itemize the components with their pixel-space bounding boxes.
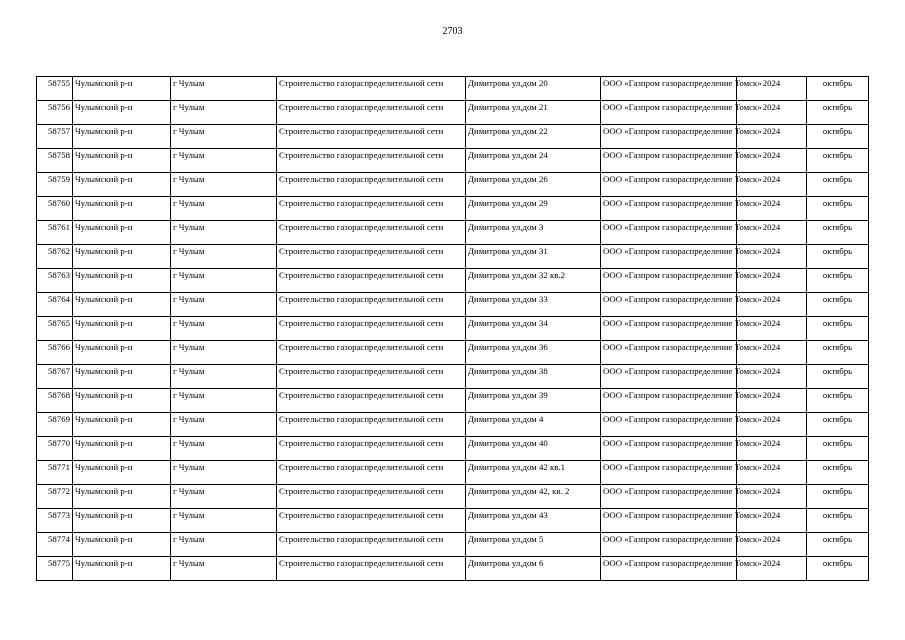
table-row [37, 101, 869, 125]
table-row [37, 173, 869, 197]
month-cell: октябрь [807, 317, 869, 341]
month-cell: октябрь [807, 101, 869, 125]
organization-cell: ООО «Газпром газораспределение Томск» [601, 389, 737, 413]
address-cell: Димитрова ул,дом 36 [466, 341, 601, 365]
address-cell: Димитрова ул,дом 26 [466, 173, 601, 197]
table-row [37, 485, 869, 509]
organization-cell: ООО «Газпром газораспределение Томск» [601, 125, 737, 149]
month-cell: октябрь [807, 509, 869, 533]
month-cell: октябрь [807, 485, 869, 509]
table-row [37, 221, 869, 245]
table-row [37, 413, 869, 437]
table-row [37, 149, 869, 173]
row-number-cell: 58772 [37, 485, 73, 509]
address-cell: Димитрова ул,дом 34 [466, 317, 601, 341]
row-number-cell: 58765 [37, 317, 73, 341]
row-number-cell: 58757 [37, 125, 73, 149]
year-cell: 2024 [737, 101, 807, 125]
district-cell: Чулымский р-н [73, 101, 171, 125]
year-cell: 2024 [737, 125, 807, 149]
work-type-cell: Строительство газораспределительной сети [277, 173, 466, 197]
settlement-cell: г Чулым [171, 461, 277, 485]
year-cell: 2024 [737, 341, 807, 365]
month-cell: октябрь [807, 413, 869, 437]
address-cell: Димитрова ул,дом 33 [466, 293, 601, 317]
work-type-cell: Строительство газораспределительной сети [277, 197, 466, 221]
table-body [37, 77, 869, 581]
table-row [37, 245, 869, 269]
work-type-cell: Строительство газораспределительной сети [277, 125, 466, 149]
district-cell: Чулымский р-н [73, 317, 171, 341]
month-cell: октябрь [807, 197, 869, 221]
district-cell: Чулымский р-н [73, 245, 171, 269]
district-cell: Чулымский р-н [73, 485, 171, 509]
district-cell: Чулымский р-н [73, 197, 171, 221]
month-cell: октябрь [807, 125, 869, 149]
work-type-cell: Строительство газораспределительной сети [277, 413, 466, 437]
address-cell: Димитрова ул,дом 6 [466, 557, 601, 581]
district-cell: Чулымский р-н [73, 125, 171, 149]
settlement-cell: г Чулым [171, 293, 277, 317]
month-cell: октябрь [807, 245, 869, 269]
settlement-cell: г Чулым [171, 269, 277, 293]
settlement-cell: г Чулым [171, 485, 277, 509]
district-cell: Чулымский р-н [73, 461, 171, 485]
work-type-cell: Строительство газораспределительной сети [277, 485, 466, 509]
table-row [37, 317, 869, 341]
organization-cell: ООО «Газпром газораспределение Томск» [601, 221, 737, 245]
settlement-cell: г Чулым [171, 413, 277, 437]
organization-cell: ООО «Газпром газораспределение Томск» [601, 293, 737, 317]
row-number-cell: 58758 [37, 149, 73, 173]
district-cell: Чулымский р-н [73, 221, 171, 245]
settlement-cell: г Чулым [171, 509, 277, 533]
organization-cell: ООО «Газпром газораспределение Томск» [601, 509, 737, 533]
work-type-cell: Строительство газораспределительной сети [277, 389, 466, 413]
table-row [37, 293, 869, 317]
row-number-cell: 58756 [37, 101, 73, 125]
address-cell: Димитрова ул,дом 24 [466, 149, 601, 173]
settlement-cell: г Чулым [171, 245, 277, 269]
organization-cell: ООО «Газпром газораспределение Томск» [601, 245, 737, 269]
row-number-cell: 58768 [37, 389, 73, 413]
month-cell: октябрь [807, 437, 869, 461]
month-cell: октябрь [807, 293, 869, 317]
work-type-cell: Строительство газораспределительной сети [277, 341, 466, 365]
work-type-cell: Строительство газораспределительной сети [277, 557, 466, 581]
month-cell: октябрь [807, 389, 869, 413]
row-number-cell: 58764 [37, 293, 73, 317]
address-cell: Димитрова ул,дом 42, кв. 2 [466, 485, 601, 509]
row-number-cell: 58766 [37, 341, 73, 365]
month-cell: октябрь [807, 77, 869, 101]
address-cell: Димитрова ул,дом 4 [466, 413, 601, 437]
row-number-cell: 58770 [37, 437, 73, 461]
organization-cell: ООО «Газпром газораспределение Томск» [601, 485, 737, 509]
row-number-cell: 58763 [37, 269, 73, 293]
address-cell: Димитрова ул,дом 38 [466, 365, 601, 389]
registry-table [36, 76, 869, 581]
work-type-cell: Строительство газораспределительной сети [277, 317, 466, 341]
district-cell: Чулымский р-н [73, 149, 171, 173]
year-cell: 2024 [737, 509, 807, 533]
address-cell: Димитрова ул,дом 29 [466, 197, 601, 221]
address-cell: Димитрова ул,дом 42 кв.1 [466, 461, 601, 485]
work-type-cell: Строительство газораспределительной сети [277, 245, 466, 269]
district-cell: Чулымский р-н [73, 341, 171, 365]
table-row [37, 77, 869, 101]
district-cell: Чулымский р-н [73, 77, 171, 101]
year-cell: 2024 [737, 245, 807, 269]
address-cell: Димитрова ул,дом 5 [466, 533, 601, 557]
district-cell: Чулымский р-н [73, 293, 171, 317]
year-cell: 2024 [737, 365, 807, 389]
work-type-cell: Строительство газораспределительной сети [277, 509, 466, 533]
year-cell: 2024 [737, 293, 807, 317]
address-cell: Димитрова ул,дом 32 кв.2 [466, 269, 601, 293]
year-cell: 2024 [737, 221, 807, 245]
table-row [37, 341, 869, 365]
settlement-cell: г Чулым [171, 197, 277, 221]
row-number-cell: 58761 [37, 221, 73, 245]
district-cell: Чулымский р-н [73, 365, 171, 389]
month-cell: октябрь [807, 149, 869, 173]
address-cell: Димитрова ул,дом 31 [466, 245, 601, 269]
district-cell: Чулымский р-н [73, 533, 171, 557]
organization-cell: ООО «Газпром газораспределение Томск» [601, 557, 737, 581]
month-cell: октябрь [807, 461, 869, 485]
month-cell: октябрь [807, 221, 869, 245]
organization-cell: ООО «Газпром газораспределение Томск» [601, 149, 737, 173]
address-cell: Димитрова ул,дом 40 [466, 437, 601, 461]
table-row [37, 461, 869, 485]
table-row [37, 365, 869, 389]
month-cell: октябрь [807, 365, 869, 389]
work-type-cell: Строительство газораспределительной сети [277, 221, 466, 245]
row-number-cell: 58769 [37, 413, 73, 437]
table-row [37, 557, 869, 581]
district-cell: Чулымский р-н [73, 557, 171, 581]
organization-cell: ООО «Газпром газораспределение Томск» [601, 269, 737, 293]
address-cell: Димитрова ул,дом 3 [466, 221, 601, 245]
organization-cell: ООО «Газпром газораспределение Томск» [601, 341, 737, 365]
work-type-cell: Строительство газораспределительной сети [277, 365, 466, 389]
row-number-cell: 58773 [37, 509, 73, 533]
organization-cell: ООО «Газпром газораспределение Томск» [601, 197, 737, 221]
address-cell: Димитрова ул,дом 43 [466, 509, 601, 533]
settlement-cell: г Чулым [171, 341, 277, 365]
year-cell: 2024 [737, 557, 807, 581]
table-row [37, 509, 869, 533]
row-number-cell: 58771 [37, 461, 73, 485]
settlement-cell: г Чулым [171, 77, 277, 101]
year-cell: 2024 [737, 485, 807, 509]
address-cell: Димитрова ул,дом 39 [466, 389, 601, 413]
year-cell: 2024 [737, 317, 807, 341]
organization-cell: ООО «Газпром газораспределение Томск» [601, 365, 737, 389]
work-type-cell: Строительство газораспределительной сети [277, 437, 466, 461]
year-cell: 2024 [737, 173, 807, 197]
organization-cell: ООО «Газпром газораспределение Томск» [601, 317, 737, 341]
district-cell: Чулымский р-н [73, 509, 171, 533]
work-type-cell: Строительство газораспределительной сети [277, 77, 466, 101]
page-number: 2703 [442, 26, 463, 37]
row-number-cell: 58759 [37, 173, 73, 197]
settlement-cell: г Чулым [171, 149, 277, 173]
month-cell: октябрь [807, 557, 869, 581]
year-cell: 2024 [737, 77, 807, 101]
month-cell: октябрь [807, 533, 869, 557]
district-cell: Чулымский р-н [73, 269, 171, 293]
work-type-cell: Строительство газораспределительной сети [277, 461, 466, 485]
table-row [37, 533, 869, 557]
month-cell: октябрь [807, 173, 869, 197]
district-cell: Чулымский р-н [73, 173, 171, 197]
work-type-cell: Строительство газораспределительной сети [277, 533, 466, 557]
settlement-cell: г Чулым [171, 317, 277, 341]
row-number-cell: 58767 [37, 365, 73, 389]
month-cell: октябрь [807, 341, 869, 365]
year-cell: 2024 [737, 461, 807, 485]
work-type-cell: Строительство газораспределительной сети [277, 149, 466, 173]
work-type-cell: Строительство газораспределительной сети [277, 101, 466, 125]
table-row [37, 269, 869, 293]
settlement-cell: г Чулым [171, 101, 277, 125]
organization-cell: ООО «Газпром газораспределение Томск» [601, 413, 737, 437]
organization-cell: ООО «Газпром газораспределение Томск» [601, 533, 737, 557]
district-cell: Чулымский р-н [73, 437, 171, 461]
table-row [37, 197, 869, 221]
address-cell: Димитрова ул,дом 22 [466, 125, 601, 149]
work-type-cell: Строительство газораспределительной сети [277, 269, 466, 293]
organization-cell: ООО «Газпром газораспределение Томск» [601, 437, 737, 461]
settlement-cell: г Чулым [171, 173, 277, 197]
organization-cell: ООО «Газпром газораспределение Томск» [601, 461, 737, 485]
year-cell: 2024 [737, 533, 807, 557]
year-cell: 2024 [737, 389, 807, 413]
row-number-cell: 58760 [37, 197, 73, 221]
year-cell: 2024 [737, 269, 807, 293]
settlement-cell: г Чулым [171, 221, 277, 245]
settlement-cell: г Чулым [171, 365, 277, 389]
year-cell: 2024 [737, 437, 807, 461]
district-cell: Чулымский р-н [73, 389, 171, 413]
year-cell: 2024 [737, 197, 807, 221]
district-cell: Чулымский р-н [73, 413, 171, 437]
settlement-cell: г Чулым [171, 437, 277, 461]
row-number-cell: 58774 [37, 533, 73, 557]
month-cell: октябрь [807, 269, 869, 293]
settlement-cell: г Чулым [171, 125, 277, 149]
settlement-cell: г Чулым [171, 389, 277, 413]
year-cell: 2024 [737, 413, 807, 437]
organization-cell: ООО «Газпром газораспределение Томск» [601, 173, 737, 197]
row-number-cell: 58775 [37, 557, 73, 581]
row-number-cell: 58762 [37, 245, 73, 269]
table-row [37, 125, 869, 149]
address-cell: Димитрова ул,дом 20 [466, 77, 601, 101]
table-row [37, 437, 869, 461]
organization-cell: ООО «Газпром газораспределение Томск» [601, 101, 737, 125]
organization-cell: ООО «Газпром газораспределение Томск» [601, 77, 737, 101]
settlement-cell: г Чулым [171, 557, 277, 581]
row-number-cell: 58755 [37, 77, 73, 101]
year-cell: 2024 [737, 149, 807, 173]
address-cell: Димитрова ул,дом 21 [466, 101, 601, 125]
settlement-cell: г Чулым [171, 533, 277, 557]
table-row [37, 389, 869, 413]
work-type-cell: Строительство газораспределительной сети [277, 293, 466, 317]
